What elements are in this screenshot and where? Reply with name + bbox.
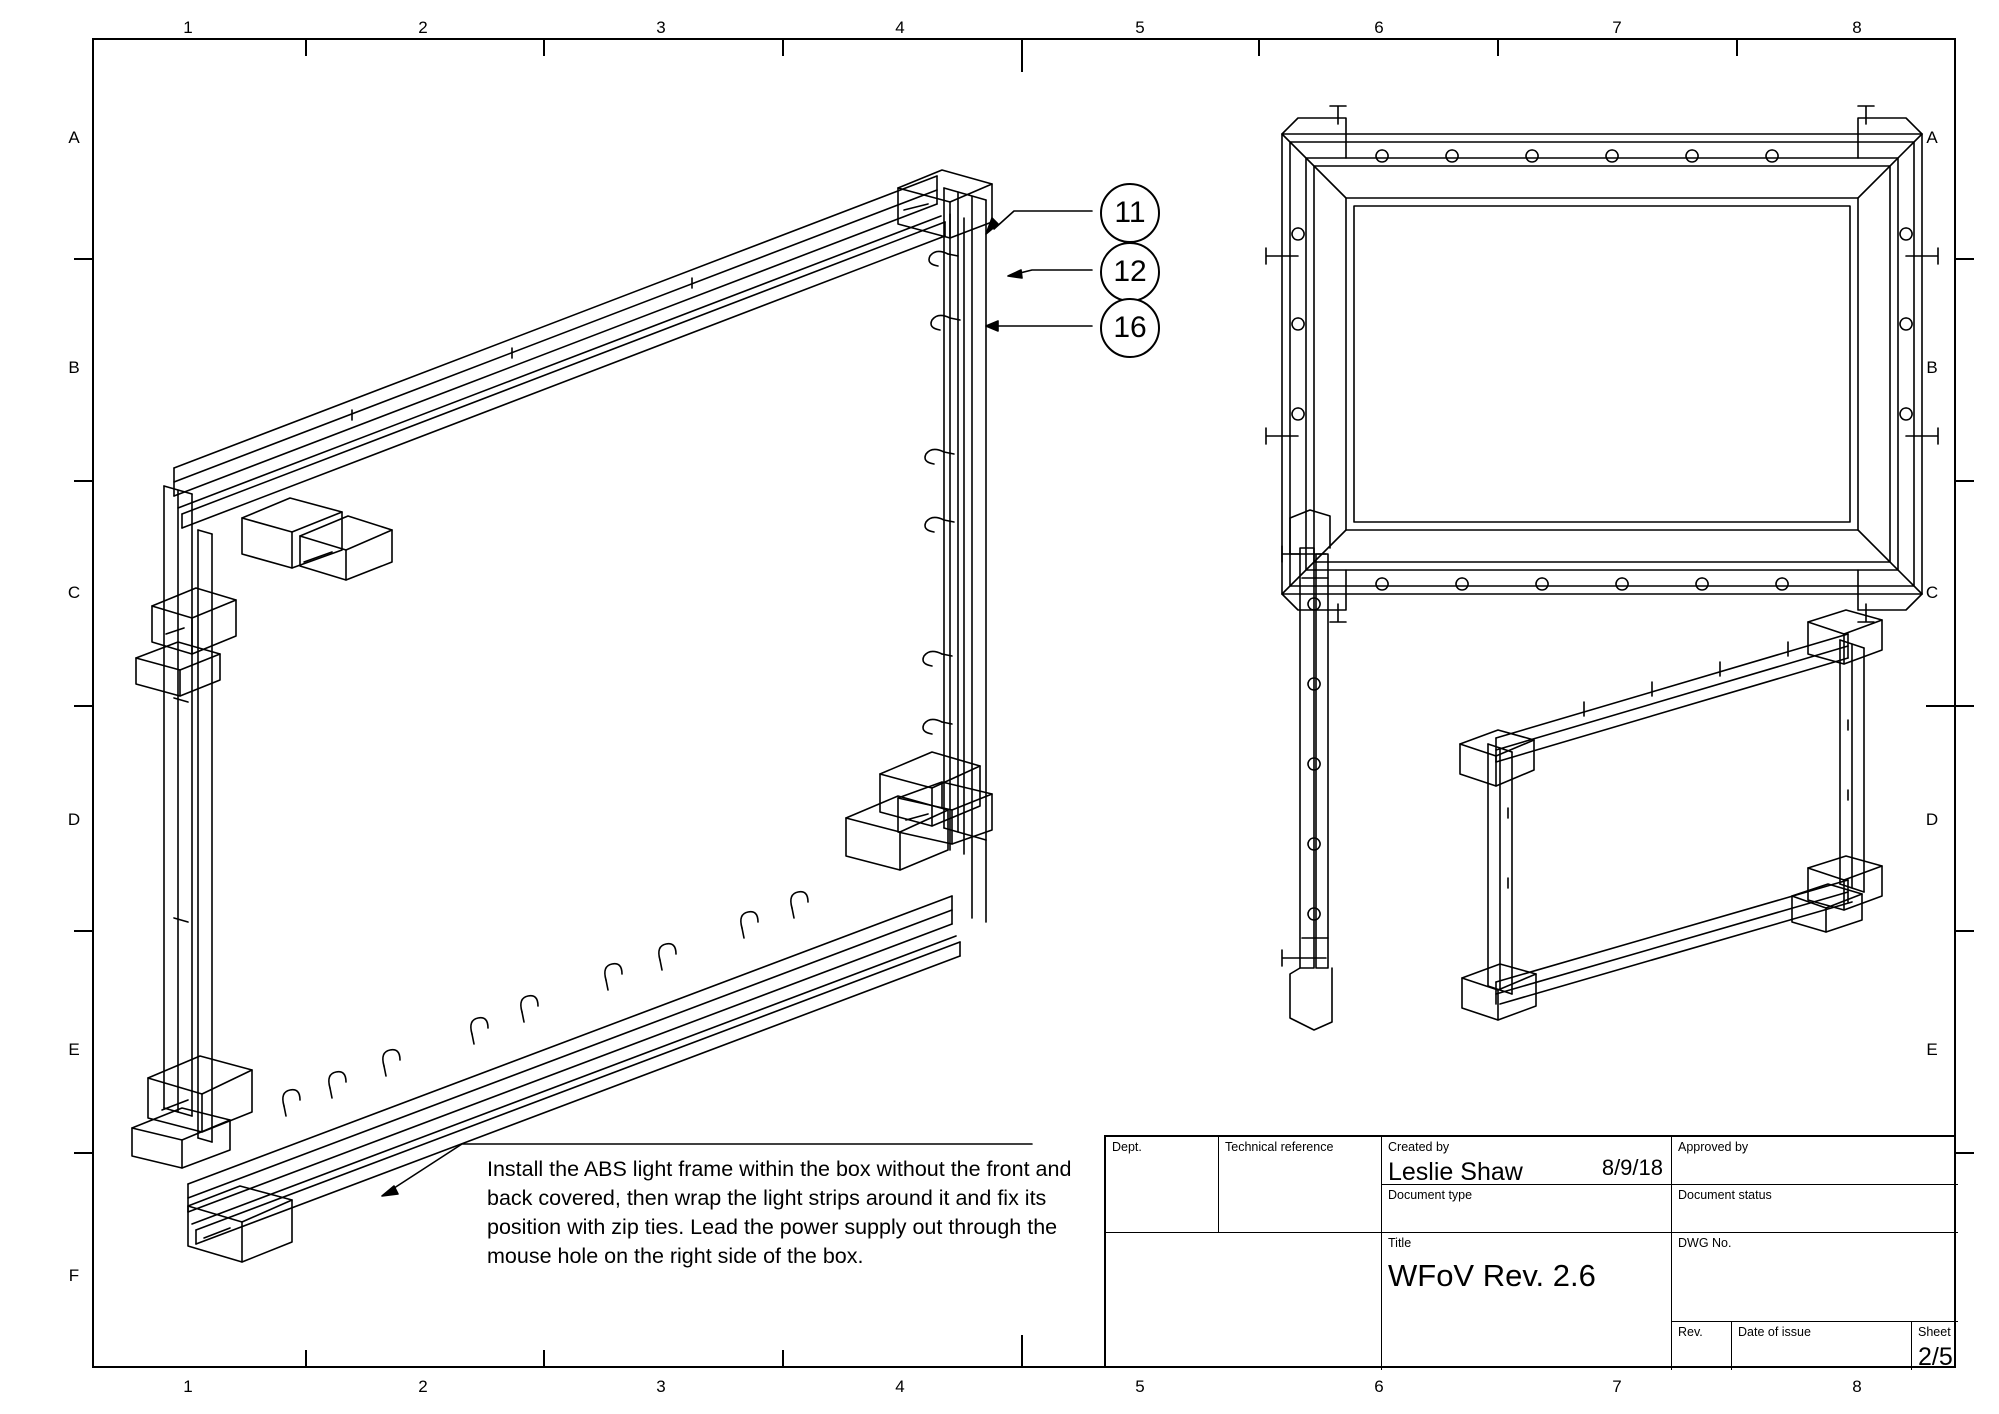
zone-col-bottom-6: 6 [1374,1377,1384,1396]
zone-row-left-d: D [67,810,81,829]
zone-tick-right-5 [1956,1152,1974,1154]
title-block-technical-reference [1219,1137,1382,1233]
balloon-item-12 [1100,242,1160,302]
zip-tie-clips-bottom [283,892,808,1116]
zone-row-left-c: C [67,583,81,602]
title-block-title [1382,1233,1672,1370]
zone-col-top-3: 3 [656,18,666,37]
document-type-label: Document type [1388,1188,1473,1202]
balloon-leaders [986,211,1092,331]
zone-col-bottom-1: 1 [183,1377,193,1396]
zone-col-bottom-5: 5 [1135,1377,1145,1396]
isometric-secondary-view [1460,610,1882,1020]
zone-col-bottom-4: 4 [895,1377,905,1396]
title-value: WFoV Rev. 2.6 [1388,1258,1596,1293]
title-block-sheet [1912,1322,1958,1370]
sheet-label: Sheet [1918,1325,1951,1339]
title-block-rev-date-sheet [1672,1322,1958,1370]
title-block-approved-by [1672,1137,1958,1185]
zone-row-left-b: B [68,358,80,377]
dept-label: Dept. [1112,1140,1142,1154]
zone-col-top-8: 8 [1852,18,1862,37]
balloon-label: 12 [1113,255,1147,288]
zone-row-right-c: C [1925,583,1939,602]
title-block-dwg-no [1672,1233,1958,1322]
approved-by-label: Approved by [1678,1140,1749,1154]
title-label: Title [1388,1236,1412,1250]
zone-tick-left-4 [74,930,92,932]
document-status-label: Document status [1678,1188,1772,1202]
assembly-note: Install the ABS light frame within the box without the front and back covered, then wrap the light strips around it and fix its position with zip ties. Lead the power supply out through the mouse hole on the right side of the box. [487,1157,1072,1268]
date-of-issue-label: Date of issue [1738,1325,1811,1339]
zone-tick-left-2 [74,480,92,482]
zone-col-top-4: 4 [895,18,905,37]
balloon-item-11 [1100,183,1160,243]
sheet-value: 2/5 [1918,1343,1953,1370]
zone-col-top-7: 7 [1612,18,1622,37]
title-block-date-of-issue [1732,1322,1912,1370]
zone-col-top-5: 5 [1135,18,1145,37]
zone-row-right-a: A [1926,128,1938,147]
created-by-value: Leslie Shaw [1388,1158,1523,1185]
created-date-value: 8/9/18 [1601,1155,1663,1180]
front-view-fasteners-sides [1266,228,1938,444]
zone-col-bottom-8: 8 [1852,1377,1862,1396]
created-by-label: Created by [1388,1140,1450,1154]
balloon-label: 16 [1113,311,1147,344]
zone-tick-right-2 [1956,480,1974,482]
isometric-main-view [132,170,992,1262]
balloon-item-16 [1100,298,1160,358]
zone-row-right-d: D [1925,810,1939,829]
title-block-document-type [1382,1185,1672,1233]
zone-row-right-b: B [1926,358,1938,377]
zone-tick-right-1 [1956,258,1974,260]
title-block [1104,1135,1956,1368]
zone-tick-left-5 [74,1152,92,1154]
zone-col-bottom-7: 7 [1612,1377,1622,1396]
zone-row-left-e: E [68,1040,80,1059]
zone-row-left-a: A [68,128,80,147]
title-block-blank [1106,1233,1382,1370]
zone-col-top-2: 2 [418,18,428,37]
side-elevation-view [1282,510,1332,1030]
zone-tick-left-1 [74,258,92,260]
dwg-no-label: DWG No. [1678,1236,1732,1250]
zip-tie-clips-right [923,251,960,734]
title-block-dept [1106,1137,1219,1233]
zone-tick-right-4 [1956,930,1974,932]
title-block-created-by [1382,1137,1672,1185]
technical-reference-label: Technical reference [1225,1140,1334,1154]
title-block-document-status [1672,1185,1958,1233]
zone-col-bottom-2: 2 [418,1377,428,1396]
title-block-rev [1672,1322,1732,1370]
balloon-label: 11 [1114,196,1146,229]
zone-col-bottom-3: 3 [656,1377,666,1396]
zone-row-right-e: E [1926,1040,1938,1059]
front-view-fasteners-bottom [1330,578,1874,622]
zone-col-top-6: 6 [1374,18,1384,37]
rev-label: Rev. [1678,1325,1703,1339]
zone-tick-left-3 [74,705,92,707]
zone-row-left-f: F [68,1266,80,1285]
zone-col-top-1: 1 [183,18,193,37]
front-elevation-view [1266,106,1938,622]
